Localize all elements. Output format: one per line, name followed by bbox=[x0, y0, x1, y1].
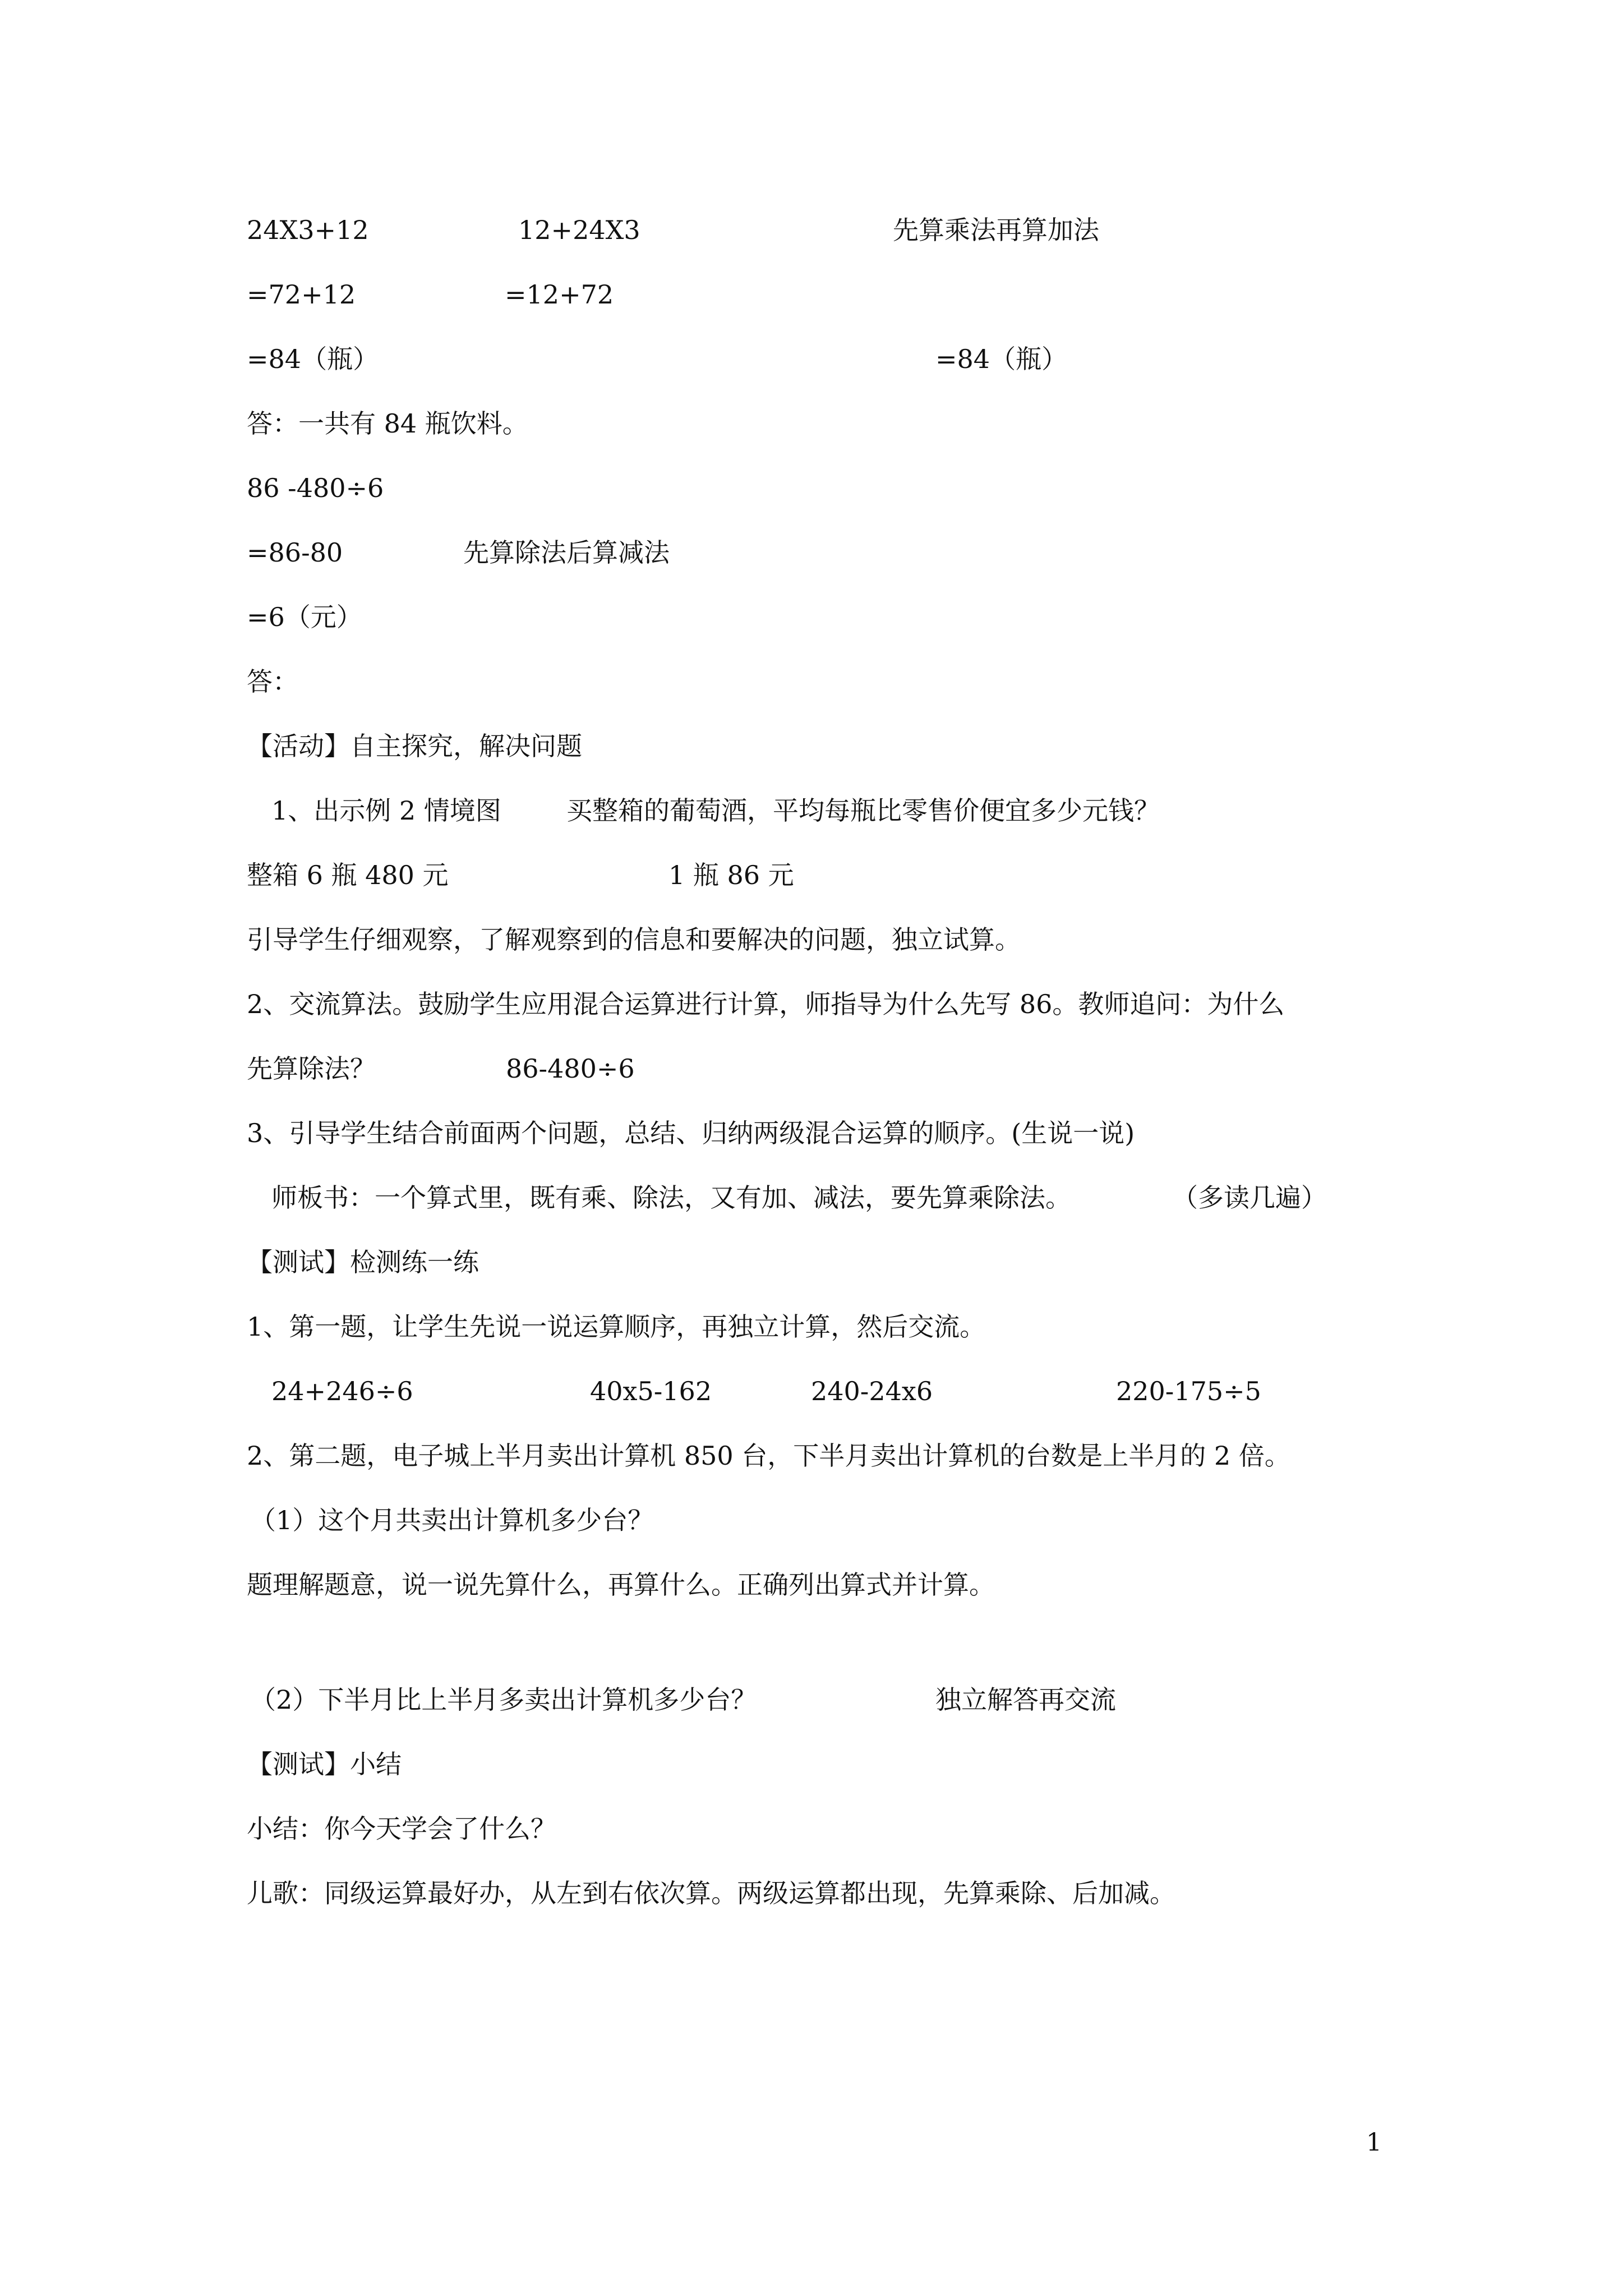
exercise-text: 24+246÷6 bbox=[271, 1376, 413, 1406]
text-line bbox=[247, 659, 1391, 704]
text-line bbox=[247, 853, 1391, 898]
equation-text: 24X3+12 bbox=[247, 215, 369, 245]
text-line bbox=[247, 272, 1391, 317]
text-line bbox=[247, 208, 1391, 252]
text-line bbox=[247, 595, 1391, 639]
text-line bbox=[247, 1046, 1391, 1091]
paragraph-text: 买整箱的葡萄酒，平均每瓶比零售价便宜多少元钱？ bbox=[566, 795, 1160, 826]
answer-text: 答： bbox=[247, 666, 298, 697]
text-line bbox=[247, 1562, 1391, 1607]
exercise-text: 240-24x6 bbox=[811, 1376, 933, 1406]
exercise-text: 40x5-162 bbox=[590, 1376, 712, 1406]
section-heading bbox=[247, 724, 1391, 769]
section-heading-text: 【测试】检测练一练 bbox=[247, 1247, 479, 1277]
paragraph-text: （2）下半月比上半月多卖出计算机多少台？ bbox=[250, 1685, 757, 1715]
equation-text: 12+24X3 bbox=[518, 215, 640, 245]
paragraph-text: 先算除法？ bbox=[247, 1053, 376, 1084]
exercise-text: 220-175÷5 bbox=[1116, 1376, 1261, 1406]
equation-text: =72+12 bbox=[247, 279, 356, 310]
page-number: 1 bbox=[1366, 2128, 1382, 2157]
text-line bbox=[247, 1304, 1391, 1349]
text-line bbox=[247, 1677, 1391, 1722]
note-text: 独立解答再交流 bbox=[935, 1685, 1116, 1715]
text-line bbox=[247, 1871, 1391, 1916]
text-line bbox=[247, 1175, 1391, 1220]
text-line bbox=[247, 788, 1391, 833]
note-text: （多读几遍） bbox=[1172, 1182, 1327, 1213]
text-line bbox=[247, 1433, 1391, 1478]
paragraph-text: 1、第一题，让学生先说一说运算顺序，再独立计算，然后交流。 bbox=[247, 1312, 986, 1342]
text-line bbox=[247, 530, 1391, 575]
paragraph-text: 师板书：一个算式里，既有乘、除法，又有加、减法，要先算乘除法。 bbox=[271, 1182, 1071, 1213]
text-line bbox=[247, 401, 1391, 446]
paragraph-text: 3、引导学生结合前面两个问题，总结、归纳两级混合运算的顺序。(生说一说) bbox=[247, 1118, 1135, 1148]
text-line bbox=[247, 982, 1391, 1027]
equation-text: =84（瓶） bbox=[935, 344, 1068, 374]
equation-text: =6（元） bbox=[247, 602, 362, 632]
paragraph-text: 2、交流算法。鼓励学生应用混合运算进行计算，师指导为什么先写 86。教师追问：为什么 bbox=[247, 989, 1285, 1019]
paragraph-text: 整箱 6 瓶 480 元 bbox=[247, 860, 449, 890]
text-line bbox=[247, 1369, 1391, 1414]
answer-text: 答：一共有 84 瓶饮料。 bbox=[247, 408, 528, 439]
paragraph-text: 儿歌：同级运算最好办，从左到右依次算。两级运算都出现，先算乘除、后加减。 bbox=[247, 1878, 1175, 1908]
text-line bbox=[247, 1806, 1391, 1851]
paragraph-text: 2、第二题，电子城上半月卖出计算机 850 台，下半月卖出计算机的台数是上半月的 2 倍。 bbox=[247, 1441, 1290, 1471]
section-heading bbox=[247, 1742, 1391, 1787]
equation-text: 86 -480÷6 bbox=[247, 473, 384, 503]
paragraph-text: 引导学生仔细观察，了解观察到的信息和要解决的问题，独立试算。 bbox=[247, 924, 1021, 955]
equation-text: =84（瓶） bbox=[247, 344, 379, 374]
equation-text: =12+72 bbox=[505, 279, 614, 310]
text-line bbox=[247, 917, 1391, 962]
section-heading bbox=[247, 1240, 1391, 1285]
paragraph-text: （1）这个月共卖出计算机多少台？ bbox=[250, 1505, 654, 1535]
text-line bbox=[247, 1111, 1391, 1156]
paragraph-text: 1 瓶 86 元 bbox=[668, 860, 794, 890]
text-line bbox=[247, 337, 1391, 381]
paragraph-text: 小结：你今天学会了什么？ bbox=[247, 1814, 556, 1844]
note-text: 先算乘法再算加法 bbox=[893, 215, 1099, 245]
text-line bbox=[247, 466, 1391, 510]
equation-text: 86-480÷6 bbox=[506, 1053, 635, 1084]
text-line bbox=[247, 1498, 1391, 1543]
paragraph-text: 1、出示例 2 情境图 bbox=[271, 795, 501, 826]
section-heading-text: 【活动】自主探究，解决问题 bbox=[247, 731, 582, 761]
equation-text: =86-80 bbox=[247, 537, 343, 568]
note-text: 先算除法后算减法 bbox=[463, 537, 670, 568]
section-heading-text: 【测试】小结 bbox=[247, 1749, 402, 1779]
paragraph-text: 题理解题意，说一说先算什么，再算什么。正确列出算式并计算。 bbox=[247, 1570, 995, 1600]
